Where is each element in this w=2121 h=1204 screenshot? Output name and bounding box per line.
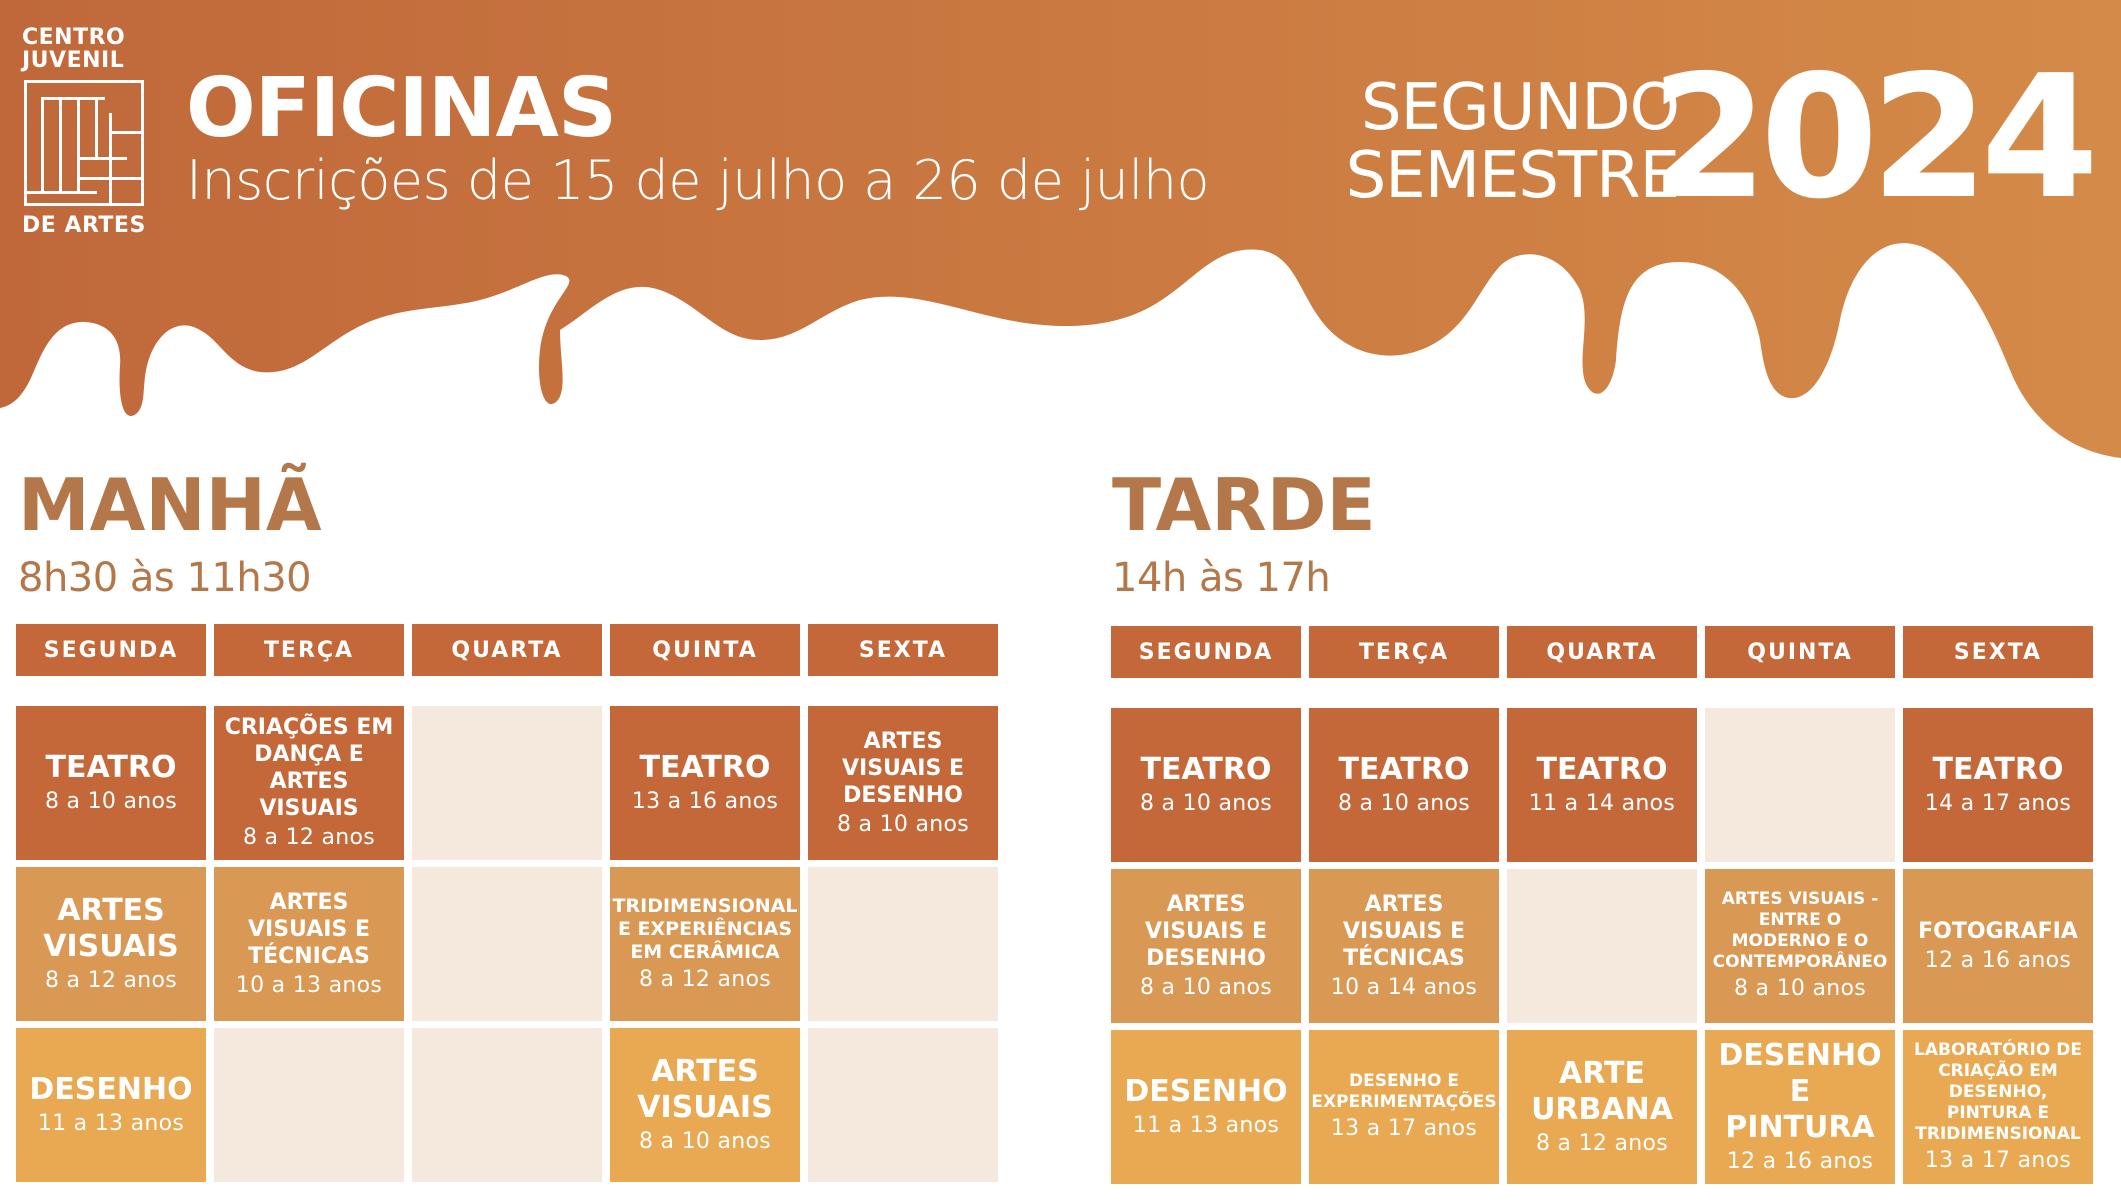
afternoon-workshop-cell: [1111, 869, 1301, 1023]
workshop-name: ARTES VISUAIS: [43, 893, 179, 964]
morning-workshop-cell: [610, 1028, 800, 1182]
workshop-name: DESENHO: [1124, 1074, 1288, 1109]
logo-line-2: JUVENIL: [22, 48, 125, 73]
workshop-name: TEATRO: [1536, 752, 1668, 787]
morning-day-header: QUARTA: [412, 624, 602, 676]
afternoon-day-header: QUARTA: [1507, 626, 1697, 678]
afternoon-grid: [1111, 708, 2093, 1184]
afternoon-time: 14h às 17h: [1112, 555, 1331, 601]
afternoon-empty-slot: [1507, 869, 1697, 1023]
workshop-ages: 8 a 10 anos: [44, 789, 178, 814]
afternoon-workshop-cell: [1903, 869, 2093, 1023]
logo-building-icon: [24, 80, 144, 206]
workshop-name: TEATRO: [1140, 752, 1272, 787]
afternoon-day-header: QUINTA: [1705, 626, 1895, 678]
afternoon-title: TARDE: [1112, 463, 1376, 547]
morning-empty-slot: [214, 1028, 404, 1182]
registration-dates: Inscrições de 15 de julho a 26 de julho: [186, 149, 1210, 212]
afternoon-day-header: SEXTA: [1903, 626, 2093, 678]
logo-line-1: CENTRO: [22, 25, 126, 50]
workshop-name: CRIAÇÕES EM DANÇA E ARTES VISUAIS: [224, 715, 394, 821]
workshop-ages: 10 a 14 anos: [1330, 974, 1478, 1000]
workshop-ages: 13 a 17 anos: [1924, 1147, 2072, 1173]
morning-title: MANHÃ: [18, 463, 322, 547]
morning-workshop-cell: [610, 867, 800, 1021]
morning-workshop-cell: [16, 706, 206, 860]
morning-workshop-cell: [16, 867, 206, 1021]
workshop-ages: 8 a 10 anos: [1139, 974, 1273, 1000]
morning-empty-slot: [412, 867, 602, 1021]
afternoon-heading: [1112, 463, 1376, 602]
semester-line-2: SEMESTRE: [1345, 139, 1679, 213]
logo-line-3: DE ARTES: [22, 213, 146, 238]
workshop-name: TEATRO: [639, 750, 771, 785]
afternoon-workshop-cell: [1903, 708, 2093, 862]
workshop-name: ARTE URBANA: [1531, 1056, 1673, 1127]
page-title: OFICINAS: [186, 61, 617, 156]
logo: [22, 26, 152, 237]
workshop-name: FOTOGRAFIA: [1918, 918, 2078, 944]
afternoon-empty-slot: [1705, 708, 1895, 862]
morning-workshop-cell: [16, 1028, 206, 1182]
morning-empty-slot: [808, 1028, 998, 1182]
afternoon-workshop-cell: [1705, 1030, 1895, 1184]
workshop-ages: 8 a 10 anos: [1733, 976, 1867, 1001]
workshop-name: TRIDIMENSIONAL E EXPERIÊNCIAS EM CERÂMICA: [612, 894, 798, 963]
workshop-ages: 13 a 16 anos: [631, 789, 779, 814]
workshop-ages: 8 a 12 anos: [1535, 1131, 1669, 1156]
workshop-name: ARTES VISUAIS - ENTRE O MODERNO E O CONTEMPORÂNEO: [1712, 889, 1888, 972]
morning-empty-slot: [412, 1028, 602, 1182]
workshop-ages: 12 a 16 anos: [1924, 947, 2072, 973]
afternoon-day-header: SEGUNDA: [1111, 626, 1301, 678]
morning-time: 8h30 às 11h30: [18, 555, 312, 601]
afternoon-schedule: [1111, 626, 2093, 1184]
workshop-name: DESENHO E PINTURA: [1718, 1038, 1882, 1145]
afternoon-workshop-cell: [1507, 708, 1697, 862]
workshop-ages: 8 a 12 anos: [44, 968, 178, 993]
morning-day-header: TERÇA: [214, 624, 404, 676]
workshop-name: ARTES VISUAIS E TÉCNICAS: [1343, 891, 1465, 971]
workshop-name: DESENHO: [29, 1072, 193, 1107]
workshop-name: TEATRO: [1338, 752, 1470, 787]
workshop-ages: 11 a 13 anos: [1132, 1113, 1280, 1138]
morning-heading: [18, 463, 322, 602]
afternoon-day-headers: [1111, 626, 2093, 678]
afternoon-day-header: TERÇA: [1309, 626, 1499, 678]
afternoon-workshop-cell: [1111, 1030, 1301, 1184]
morning-workshop-cell: [808, 706, 998, 860]
workshop-name: ARTES VISUAIS E DESENHO: [1145, 891, 1267, 971]
morning-grid: [16, 706, 998, 1182]
workshop-ages: 8 a 10 anos: [836, 811, 970, 837]
workshop-ages: 11 a 13 anos: [37, 1111, 185, 1136]
workshop-ages: 14 a 17 anos: [1924, 791, 2072, 816]
afternoon-workshop-cell: [1903, 1030, 2093, 1184]
workshop-ages: 8 a 12 anos: [638, 966, 772, 992]
workshop-ages: 10 a 13 anos: [235, 972, 383, 998]
morning-workshop-cell: [610, 706, 800, 860]
workshop-name: ARTES VISUAIS E DESENHO: [842, 728, 964, 808]
morning-day-headers: [16, 624, 998, 676]
morning-empty-slot: [808, 867, 998, 1021]
morning-workshop-cell: [214, 867, 404, 1021]
workshop-ages: 11 a 14 anos: [1528, 791, 1676, 816]
semester-line-1: SEGUNDO: [1360, 71, 1679, 145]
workshop-ages: 13 a 17 anos: [1330, 1116, 1478, 1141]
afternoon-workshop-cell: [1309, 1030, 1499, 1184]
year: 2024: [1649, 39, 2091, 237]
workshop-name: ARTES VISUAIS: [637, 1054, 773, 1125]
morning-day-header: QUINTA: [610, 624, 800, 676]
morning-schedule: [16, 624, 998, 1182]
morning-day-header: SEGUNDA: [16, 624, 206, 676]
workshop-ages: 8 a 10 anos: [1139, 791, 1273, 816]
semester-label: [1345, 71, 1679, 213]
afternoon-workshop-cell: [1705, 869, 1895, 1023]
morning-empty-slot: [412, 706, 602, 860]
workshop-name: ARTES VISUAIS E TÉCNICAS: [248, 889, 370, 969]
workshop-ages: 8 a 12 anos: [242, 825, 376, 850]
workshop-ages: 8 a 10 anos: [1337, 791, 1471, 816]
workshop-name: TEATRO: [1932, 752, 2064, 787]
workshop-ages: 8 a 10 anos: [638, 1129, 772, 1154]
workshop-name: LABORATÓRIO DE CRIAÇÃO EM DESENHO, PINTURA E TRIDIMENSIONAL: [1914, 1039, 2082, 1144]
morning-day-header: SEXTA: [808, 624, 998, 676]
morning-workshop-cell: [214, 706, 404, 860]
workshop-name: TEATRO: [45, 750, 177, 785]
afternoon-workshop-cell: [1507, 1030, 1697, 1184]
afternoon-workshop-cell: [1111, 708, 1301, 862]
afternoon-workshop-cell: [1309, 869, 1499, 1023]
workshop-ages: 12 a 16 anos: [1726, 1149, 1874, 1174]
afternoon-workshop-cell: [1309, 708, 1499, 862]
workshop-name: DESENHO E EXPERIMENTAÇÕES: [1311, 1071, 1497, 1112]
